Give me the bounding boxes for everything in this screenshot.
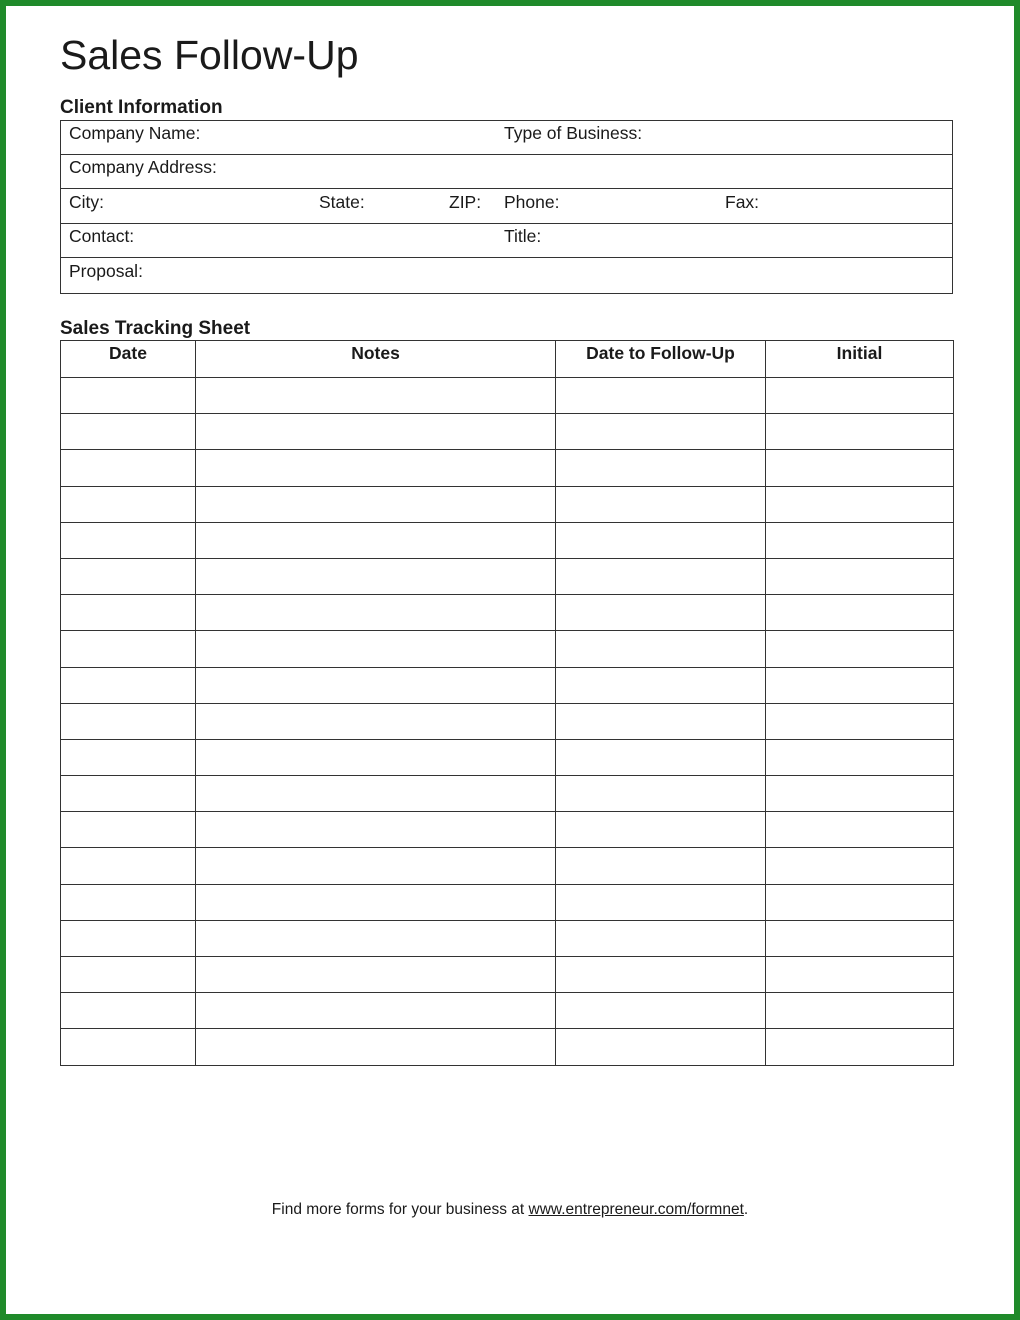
- notes-cell[interactable]: [196, 776, 556, 812]
- table-row: [61, 486, 954, 522]
- initial-cell[interactable]: [766, 776, 954, 812]
- notes-cell[interactable]: [196, 414, 556, 450]
- initial-cell[interactable]: [766, 739, 954, 775]
- type-of-business-field[interactable]: Type of Business:: [504, 123, 643, 143]
- table-row: [61, 522, 954, 558]
- follow-up-date-cell[interactable]: [556, 414, 766, 450]
- initial-cell[interactable]: [766, 595, 954, 631]
- initial-cell[interactable]: [766, 522, 954, 558]
- notes-cell[interactable]: [196, 812, 556, 848]
- date-cell[interactable]: [61, 848, 196, 884]
- contact-field[interactable]: Contact:: [69, 226, 135, 246]
- follow-up-date-cell[interactable]: [556, 812, 766, 848]
- follow-up-date-cell[interactable]: [556, 920, 766, 956]
- footer-suffix: .: [743, 1201, 749, 1218]
- date-cell[interactable]: [61, 667, 196, 703]
- client-row-proposal: [61, 259, 952, 293]
- initial-cell[interactable]: [766, 631, 954, 667]
- notes-cell[interactable]: [196, 884, 556, 920]
- table-row: [61, 812, 954, 848]
- client-row-location: [61, 190, 952, 224]
- notes-cell[interactable]: [196, 848, 556, 884]
- notes-cell[interactable]: [196, 631, 556, 667]
- initial-cell[interactable]: [766, 848, 954, 884]
- client-information-box: [60, 120, 953, 294]
- notes-cell[interactable]: [196, 595, 556, 631]
- column-header-follow-up-date: Date to Follow-Up: [556, 341, 766, 378]
- initial-cell[interactable]: [766, 812, 954, 848]
- notes-cell[interactable]: [196, 739, 556, 775]
- company-name-field[interactable]: Company Name:: [69, 123, 201, 143]
- initial-cell[interactable]: [766, 378, 954, 414]
- table-row: [61, 1029, 954, 1065]
- date-cell[interactable]: [61, 993, 196, 1029]
- company-address-field[interactable]: Company Address:: [69, 157, 217, 177]
- table-row: [61, 957, 954, 993]
- notes-cell[interactable]: [196, 1029, 556, 1065]
- sales-tracking-heading: Sales Tracking Sheet: [60, 318, 251, 339]
- notes-cell[interactable]: [196, 486, 556, 522]
- notes-cell[interactable]: [196, 450, 556, 486]
- initial-cell[interactable]: [766, 414, 954, 450]
- follow-up-date-cell[interactable]: [556, 957, 766, 993]
- table-row: [61, 884, 954, 920]
- proposal-field[interactable]: Proposal:: [69, 260, 143, 281]
- date-cell[interactable]: [61, 631, 196, 667]
- table-row: [61, 667, 954, 703]
- table-row: [61, 558, 954, 594]
- column-header-notes: Notes: [196, 341, 556, 378]
- notes-cell[interactable]: [196, 920, 556, 956]
- notes-cell[interactable]: [196, 993, 556, 1029]
- date-cell[interactable]: [61, 522, 196, 558]
- date-cell[interactable]: [61, 450, 196, 486]
- follow-up-date-cell[interactable]: [556, 776, 766, 812]
- date-cell[interactable]: [61, 776, 196, 812]
- footer-text: Find more forms for your business at: [271, 1201, 529, 1218]
- date-cell[interactable]: [61, 1029, 196, 1065]
- follow-up-date-cell[interactable]: [556, 595, 766, 631]
- date-cell[interactable]: [61, 486, 196, 522]
- footer: [0, 1200, 1020, 1220]
- follow-up-date-cell[interactable]: [556, 631, 766, 667]
- zip-field[interactable]: ZIP:: [449, 191, 482, 212]
- city-field[interactable]: City:: [69, 191, 104, 212]
- client-information-heading: Client Information: [60, 97, 223, 118]
- page-title: Sales Follow-Up: [60, 32, 359, 78]
- follow-up-date-cell[interactable]: [556, 739, 766, 775]
- initial-cell[interactable]: [766, 486, 954, 522]
- date-cell[interactable]: [61, 595, 196, 631]
- notes-cell[interactable]: [196, 957, 556, 993]
- initial-cell[interactable]: [766, 957, 954, 993]
- date-cell[interactable]: [61, 703, 196, 739]
- column-header-date: Date: [61, 341, 196, 378]
- table-row: [61, 920, 954, 956]
- table-row: [61, 450, 954, 486]
- notes-cell[interactable]: [196, 522, 556, 558]
- initial-cell[interactable]: [766, 558, 954, 594]
- date-cell[interactable]: [61, 414, 196, 450]
- date-cell[interactable]: [61, 739, 196, 775]
- client-row-company: [61, 121, 952, 155]
- date-cell[interactable]: [61, 884, 196, 920]
- initial-cell[interactable]: [766, 993, 954, 1029]
- follow-up-date-cell[interactable]: [556, 558, 766, 594]
- follow-up-date-cell[interactable]: [556, 703, 766, 739]
- initial-cell[interactable]: [766, 920, 954, 956]
- follow-up-date-cell[interactable]: [556, 486, 766, 522]
- table-row: [61, 776, 954, 812]
- state-field[interactable]: State:: [319, 191, 365, 212]
- follow-up-date-cell[interactable]: [556, 848, 766, 884]
- date-cell[interactable]: [61, 812, 196, 848]
- initial-cell[interactable]: [766, 884, 954, 920]
- follow-up-date-cell[interactable]: [556, 522, 766, 558]
- date-cell[interactable]: [61, 957, 196, 993]
- tracking-header-row: [61, 341, 954, 378]
- table-row: [61, 414, 954, 450]
- notes-cell[interactable]: [196, 558, 556, 594]
- initial-cell[interactable]: [766, 703, 954, 739]
- initial-cell[interactable]: [766, 450, 954, 486]
- notes-cell[interactable]: [196, 703, 556, 739]
- table-row: [61, 739, 954, 775]
- initial-cell[interactable]: [766, 1029, 954, 1065]
- tracking-table-body: [61, 378, 954, 1066]
- table-row: [61, 378, 954, 414]
- table-row: [61, 595, 954, 631]
- date-cell[interactable]: [61, 558, 196, 594]
- sales-tracking-table: [60, 340, 954, 1066]
- follow-up-date-cell[interactable]: [556, 450, 766, 486]
- notes-cell[interactable]: [196, 378, 556, 414]
- contact-title-field[interactable]: Title:: [504, 226, 542, 246]
- initial-cell[interactable]: [766, 667, 954, 703]
- column-header-initial: Initial: [766, 341, 954, 378]
- follow-up-date-cell[interactable]: [556, 884, 766, 920]
- table-row: [61, 993, 954, 1029]
- follow-up-date-cell[interactable]: [556, 993, 766, 1029]
- table-row: [61, 631, 954, 667]
- follow-up-date-cell[interactable]: [556, 378, 766, 414]
- client-row-address: [61, 155, 952, 189]
- follow-up-date-cell[interactable]: [556, 667, 766, 703]
- footer-link[interactable]: www.entrepreneur.com/formnet: [528, 1201, 744, 1218]
- client-row-contact: [61, 224, 952, 258]
- follow-up-date-cell[interactable]: [556, 1029, 766, 1065]
- date-cell[interactable]: [61, 378, 196, 414]
- fax-field[interactable]: Fax:: [725, 191, 760, 212]
- table-row: [61, 703, 954, 739]
- notes-cell[interactable]: [196, 667, 556, 703]
- phone-field[interactable]: Phone:: [504, 191, 560, 212]
- table-row: [61, 848, 954, 884]
- date-cell[interactable]: [61, 920, 196, 956]
